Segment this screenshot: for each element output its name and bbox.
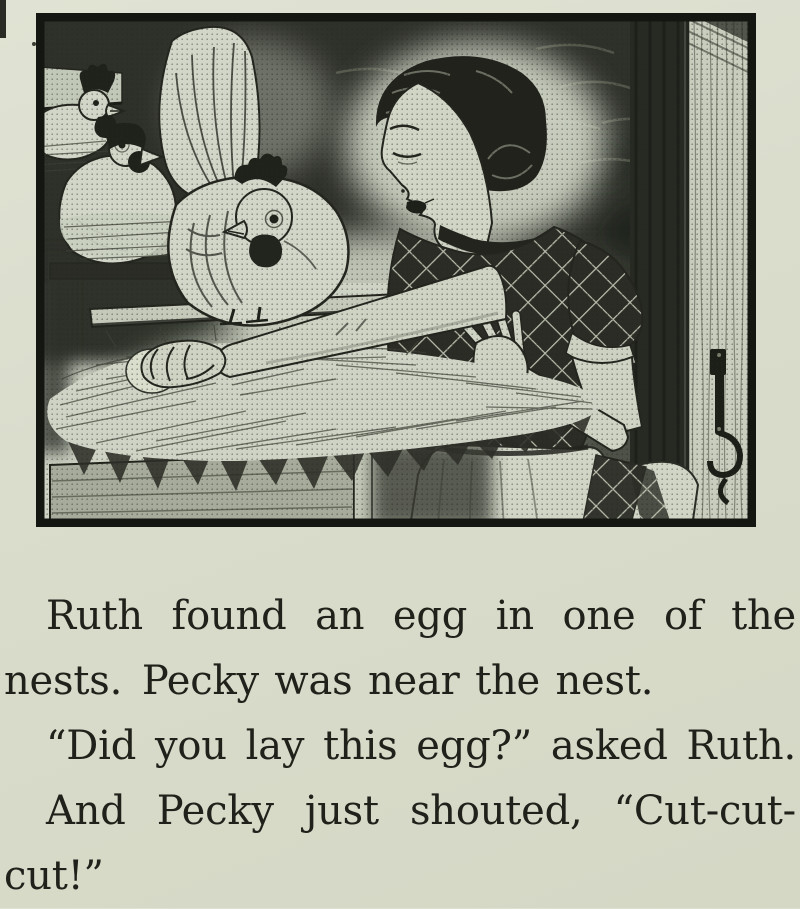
story-line: cut!” xyxy=(4,853,104,899)
story-line: nests. Pecky was near the nest. xyxy=(4,658,654,704)
scan-edge-artifact xyxy=(0,0,6,38)
story-line: And Pecky just shouted, “Cut-cut- xyxy=(46,788,796,834)
halftone-texture xyxy=(41,18,751,522)
story-line: “Did you lay this egg?” asked Ruth. xyxy=(46,723,796,769)
storybook-illustration xyxy=(36,13,756,527)
story-line: Ruth found an egg in one of the xyxy=(46,593,796,639)
illustration-art xyxy=(36,13,756,527)
story-text xyxy=(4,584,796,909)
